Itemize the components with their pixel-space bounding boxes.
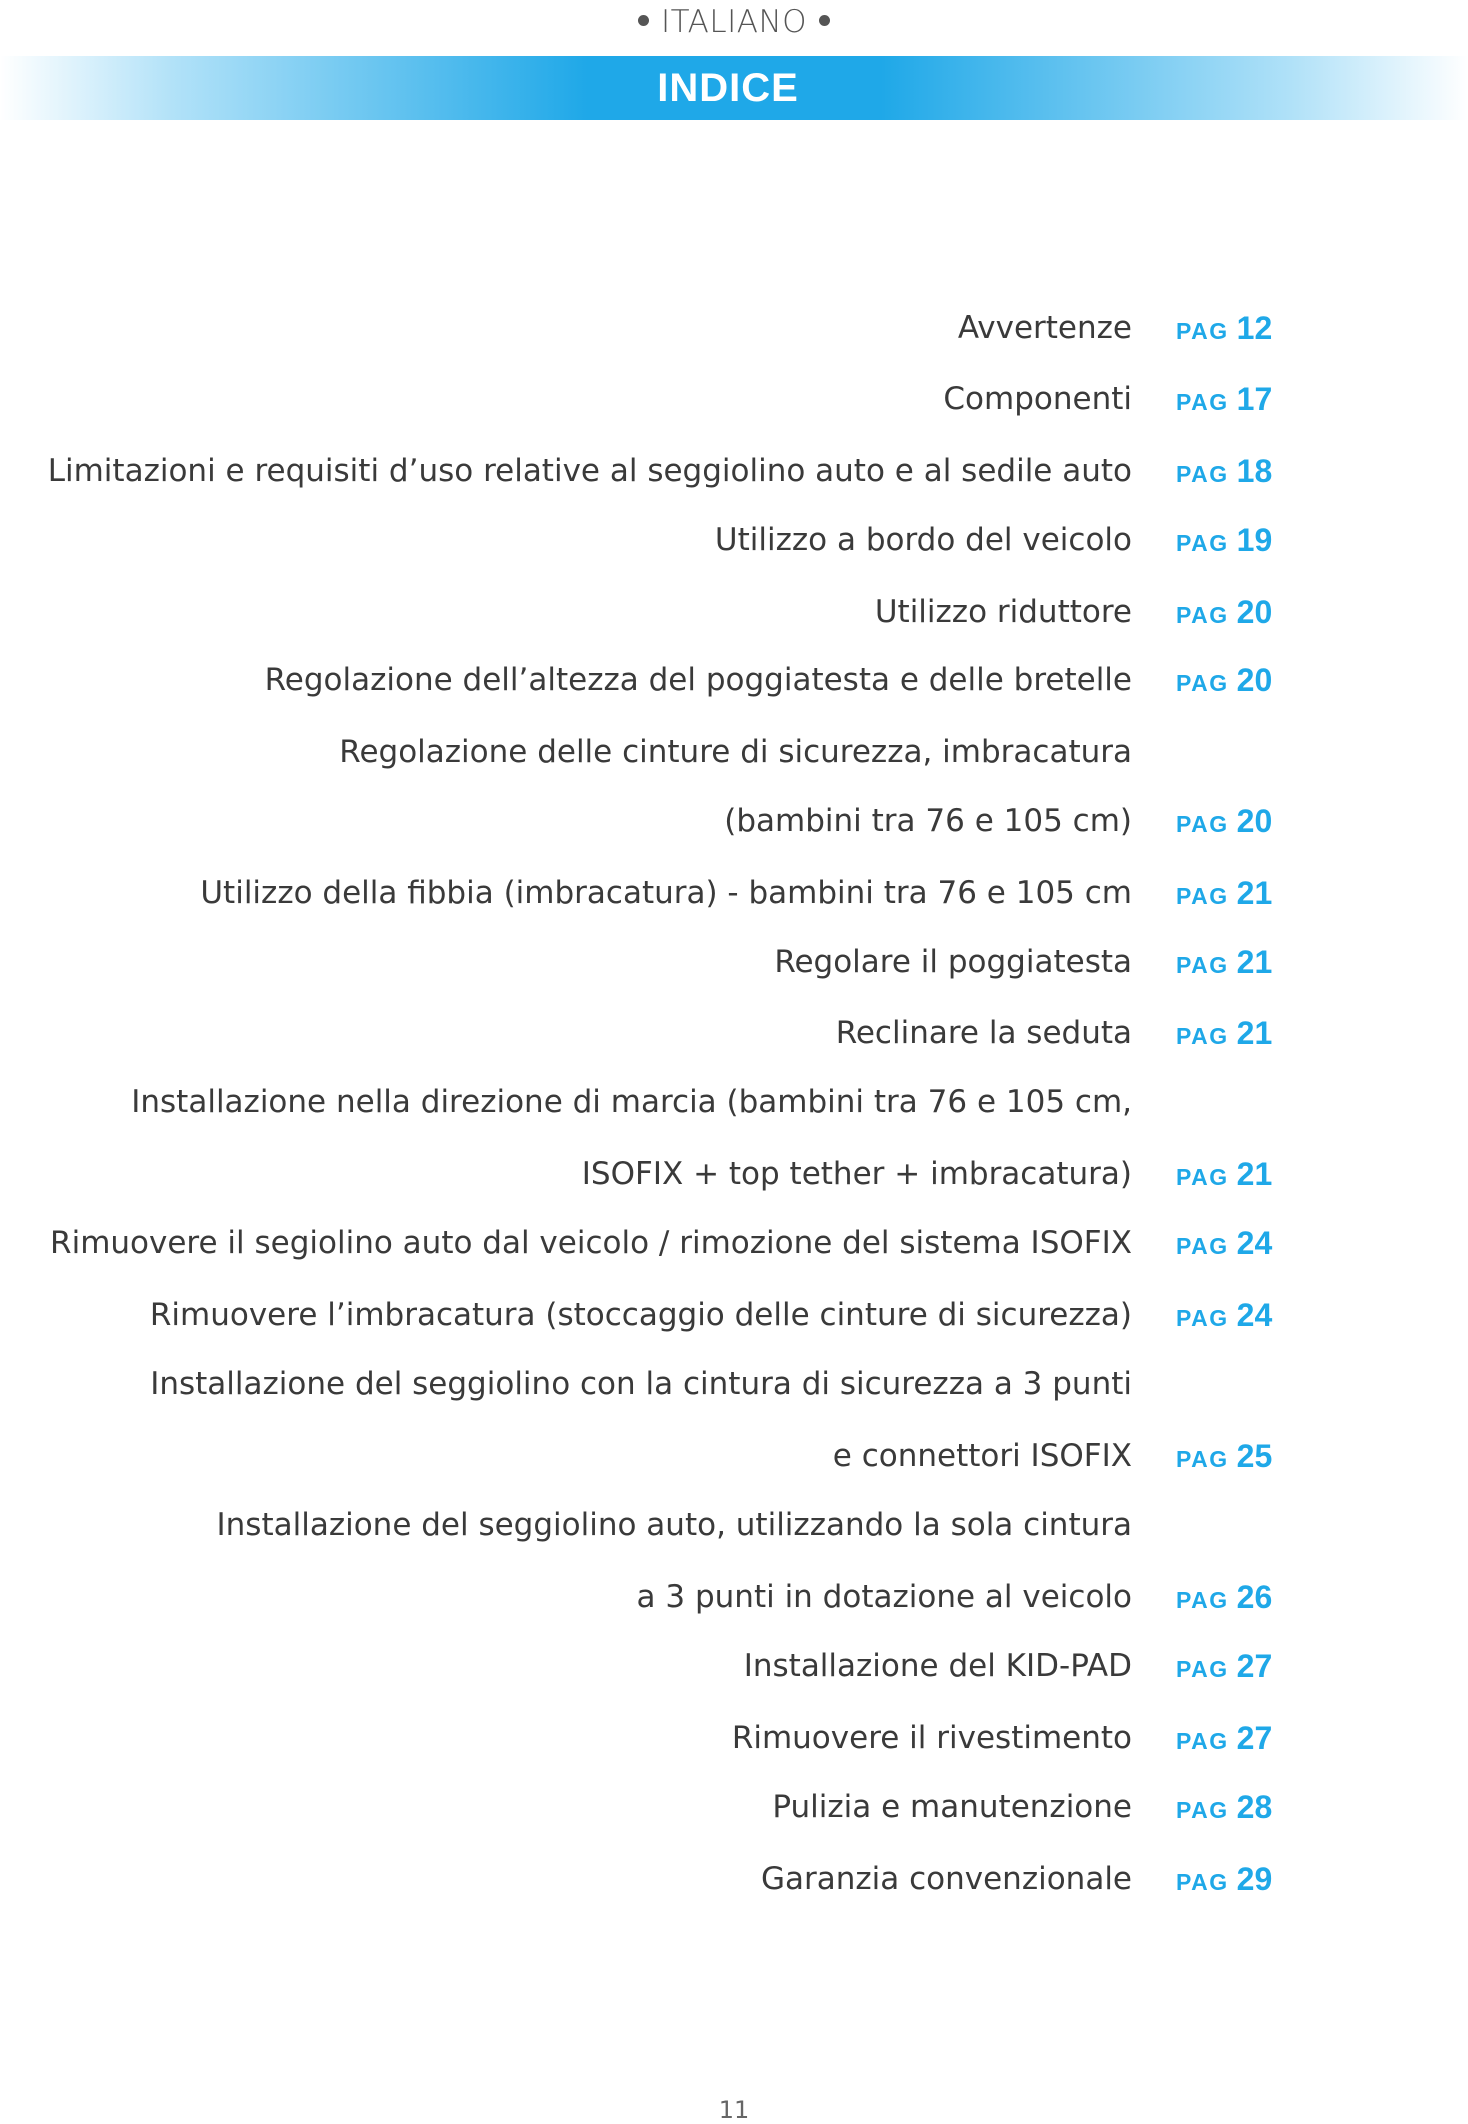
page-number: 11 bbox=[718, 2096, 750, 2124]
toc-entry-label: Regolare il poggiatesta bbox=[774, 944, 1132, 980]
toc-entry-label: Pulizia e manutenzione bbox=[772, 1789, 1132, 1825]
toc-entry-pulizia[interactable] bbox=[0, 1787, 1468, 1827]
toc-page-ref: PAG 24 bbox=[1176, 1297, 1273, 1333]
toc-entry-installazione-marcia[interactable] bbox=[0, 1154, 1468, 1194]
toc-entry-installazione-marcia-line1[interactable] bbox=[0, 1082, 1468, 1122]
toc-entry-label: Componenti bbox=[943, 381, 1132, 417]
toc-entry-label: a 3 punti in dotazione al veicolo bbox=[636, 1579, 1132, 1615]
toc-entry-label: Utilizzo riduttore bbox=[874, 594, 1132, 630]
toc-page-ref: PAG 26 bbox=[1176, 1579, 1273, 1615]
toc-entry-label: Installazione nella direzione di marcia (bambini tra 76 e 105 cm, bbox=[131, 1084, 1132, 1120]
toc-entry-label: Installazione del seggiolino auto, utilizzando la sola cintura bbox=[216, 1507, 1132, 1543]
toc-page-ref: PAG 18 bbox=[1176, 453, 1273, 489]
toc-entry-rimuovere-seggiolino[interactable] bbox=[0, 1223, 1468, 1263]
toc-entry-label: Rimuovere il segiolino auto dal veicolo / rimozione del sistema ISOFIX bbox=[50, 1225, 1132, 1261]
toc-entry-installazione-isofix-line1[interactable] bbox=[0, 1364, 1468, 1404]
toc-page-ref: PAG 17 bbox=[1176, 381, 1273, 417]
toc-entry-rimuovere-rivestimento[interactable] bbox=[0, 1718, 1468, 1758]
toc-entry-limitazioni[interactable] bbox=[0, 451, 1468, 491]
toc-page-ref: PAG 27 bbox=[1176, 1648, 1273, 1684]
toc-entry-utilizzo-riduttore[interactable] bbox=[0, 592, 1468, 632]
toc-page-ref: PAG 28 bbox=[1176, 1789, 1273, 1825]
toc-entry-label: Rimuovere l’imbracatura (stoccaggio delle cinture di sicurezza) bbox=[149, 1297, 1132, 1333]
toc-entry-label: ISOFIX + top tether + imbracatura) bbox=[581, 1156, 1132, 1192]
toc-entry-label: Avvertenze bbox=[957, 310, 1132, 346]
toc-page-ref: PAG 20 bbox=[1176, 594, 1273, 630]
toc-page-ref: PAG 29 bbox=[1176, 1861, 1273, 1897]
toc-page-ref: PAG 21 bbox=[1176, 1015, 1273, 1051]
toc-entry-label: Installazione del KID-PAD bbox=[743, 1648, 1132, 1684]
toc-entry-regolazione-cinture[interactable] bbox=[0, 801, 1468, 841]
toc-entry-label: Limitazioni e requisiti d’uso relative al seggiolino auto e al sedile auto bbox=[47, 453, 1132, 489]
toc-page-ref: PAG 20 bbox=[1176, 803, 1273, 839]
toc-entry-avvertenze[interactable] bbox=[0, 308, 1468, 348]
toc-entry-label: Utilizzo della fibbia (imbracatura) - bambini tra 76 e 105 cm bbox=[200, 875, 1132, 911]
toc-entry-label: Regolazione dell’altezza del poggiatesta e delle bretelle bbox=[264, 662, 1132, 698]
toc-page-ref: PAG 21 bbox=[1176, 875, 1273, 911]
toc-entry-reclinare-seduta[interactable] bbox=[0, 1013, 1468, 1053]
toc-entry-utilizzo-bordo[interactable] bbox=[0, 520, 1468, 560]
toc-entry-componenti[interactable] bbox=[0, 379, 1468, 419]
toc-entry-installazione-cintura-line1[interactable] bbox=[0, 1505, 1468, 1545]
toc-entry-garanzia[interactable] bbox=[0, 1859, 1468, 1899]
toc-entry-regolare-poggiatesta[interactable] bbox=[0, 942, 1468, 982]
toc-page-ref: PAG 21 bbox=[1176, 1156, 1273, 1192]
toc-page-ref: PAG 12 bbox=[1176, 310, 1273, 346]
toc-entry-label: Installazione del seggiolino con la cintura di sicurezza a 3 punti bbox=[150, 1366, 1132, 1402]
toc-page-ref: PAG 21 bbox=[1176, 944, 1273, 980]
toc-page-ref: PAG 24 bbox=[1176, 1225, 1273, 1261]
toc-page-ref: PAG 20 bbox=[1176, 662, 1273, 698]
toc-entry-regolazione-altezza[interactable] bbox=[0, 660, 1468, 700]
toc-entry-installazione-cintura[interactable] bbox=[0, 1577, 1468, 1617]
toc-entry-regolazione-cinture-line1[interactable] bbox=[0, 732, 1468, 772]
toc-page-ref: PAG 27 bbox=[1176, 1720, 1273, 1756]
toc-entry-label: Regolazione delle cinture di sicurezza, imbracatura bbox=[339, 734, 1132, 770]
page-title: INDICE bbox=[657, 66, 799, 110]
toc-page-ref: PAG 25 bbox=[1176, 1438, 1273, 1474]
toc-entry-label: Utilizzo a bordo del veicolo bbox=[714, 522, 1132, 558]
toc-entry-kid-pad[interactable] bbox=[0, 1646, 1468, 1686]
toc-entry-rimuovere-imbracatura[interactable] bbox=[0, 1295, 1468, 1335]
toc-page-ref: PAG 19 bbox=[1176, 522, 1273, 558]
toc-entry-label: Garanzia convenzionale bbox=[760, 1861, 1132, 1897]
toc-entry-label: Rimuovere il rivestimento bbox=[731, 1720, 1132, 1756]
toc-entry-label: (bambini tra 76 e 105 cm) bbox=[724, 803, 1132, 839]
language-label: ITALIANO bbox=[660, 4, 808, 40]
toc-entry-utilizzo-fibbia[interactable] bbox=[0, 873, 1468, 913]
toc-entry-label: Reclinare la seduta bbox=[835, 1015, 1132, 1051]
toc-entry-label: e connettori ISOFIX bbox=[832, 1438, 1132, 1474]
toc-entry-installazione-isofix[interactable] bbox=[0, 1436, 1468, 1476]
